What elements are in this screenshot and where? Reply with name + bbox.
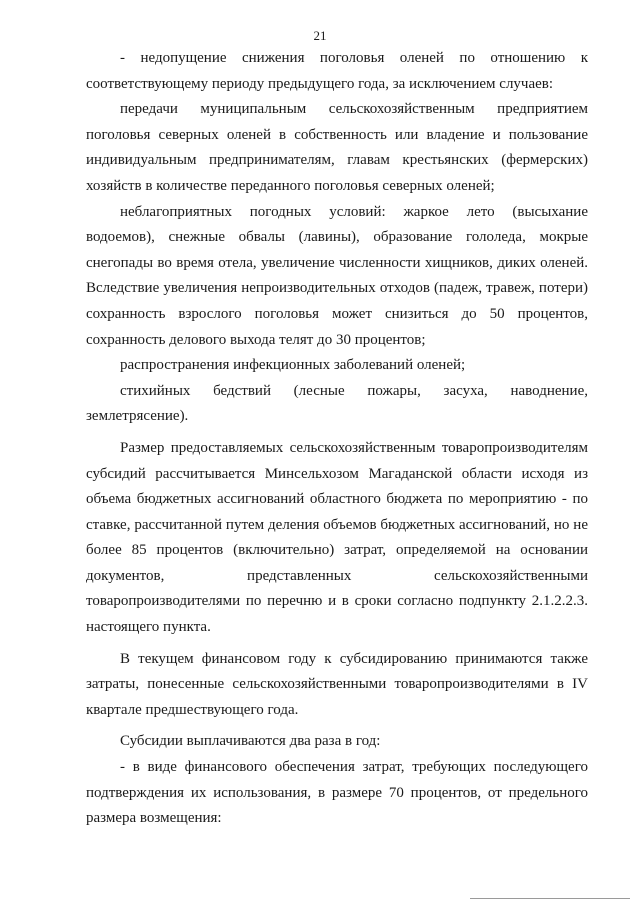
paragraph-disease-exception: распространения инфекционных заболеваний оленей; xyxy=(120,357,466,374)
paragraph-disaster-exception: стихийных бедствий (лесные пожары, засуха, наводнение, землетрясение). xyxy=(86,382,588,425)
paragraph-reduction-clause: - недопущение снижения поголовья оленей по отношению к соответствующему периоду предыдущего года, за исключением случаев: xyxy=(86,50,588,92)
paragraph-payment-schedule: Субсидии выплачиваются два раза в год: xyxy=(120,733,381,750)
document-body xyxy=(86,46,588,832)
paragraph-subsidy-size: Размер предоставляемых сельскохозяйственным товаропроизводителям субсидий рассчитывается Минсельхозом Магаданской области исходя из объема бюджетных ассигнований областного бюджета по мероприятию - по ставке, рассчитанной путем деления объемов бюджетных ассигнований, но не более 85 процентов (включительно) затрат, определяемой на основании документов, представленных сельскохозяйственными товаропроизводителями по перечню и в сроки согласно подпункту 2.1.2.2.3. настоящего пункта. xyxy=(86,439,588,636)
page-number: 21 xyxy=(313,28,327,43)
paragraph-current-year: В текущем финансовом году к субсидированию принимаются также затраты, понесенные сельскохозяйственными товаропроизводителями в IV квартале предшествующего года. xyxy=(86,650,588,718)
paragraph-transfer-exception: передачи муниципальным сельскохозяйственным предприятием поголовья северных оленей в собственность или владение и пользование индивидуальным предпринимателям, главам крестьянских (фермерских) хозяйств в количестве переданного поголовья северных оленей; xyxy=(86,101,588,194)
paragraph-financial-support: - в виде финансового обеспечения затрат, требующих последующего подтверждения их использования, в размере 70 процентов, от предельного размера возмещения: xyxy=(86,759,588,827)
scan-artifact-line xyxy=(470,898,630,899)
paragraph-weather-exception: неблагоприятных погодных условий: жаркое лето (высыхание водоемов), снежные обвалы (лавины), образование гололеда, мокрые снегопады во время отела, увеличение численности хищников, диких оленей. Вследствие увеличения непроизводительных отходов (падеж, травеж, потери) сохранность взрослого поголовья может снизиться до 50 процентов, сохранность делового выхода телят до 30 процентов; xyxy=(86,203,588,348)
